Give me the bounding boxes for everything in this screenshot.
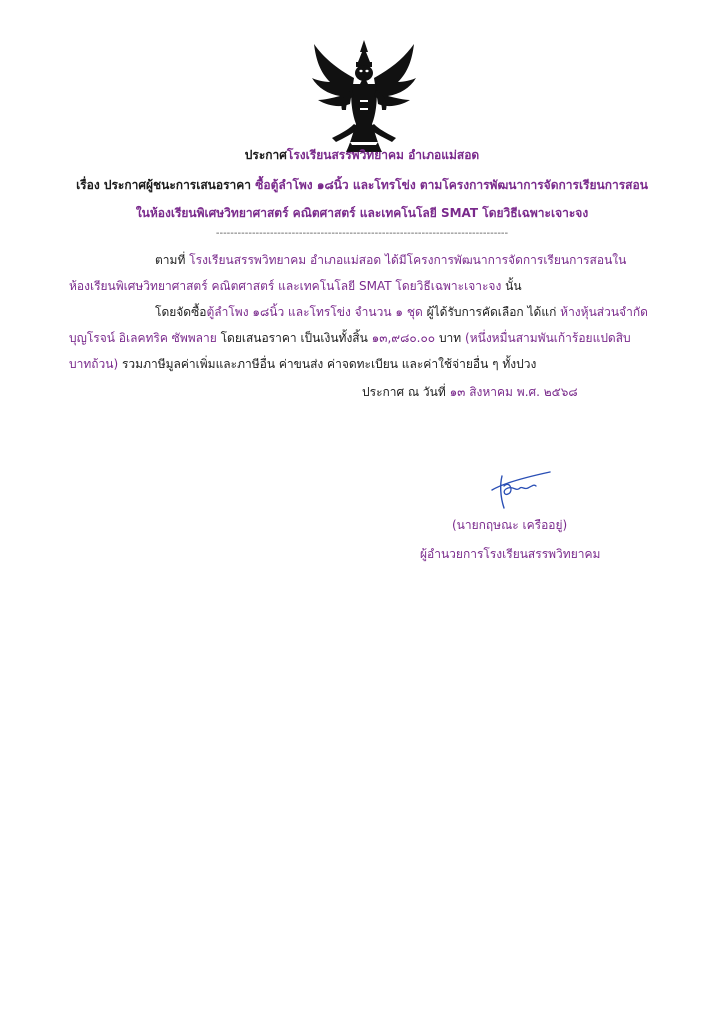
signatory-name: (นายกฤษณะ เครืออยู่) xyxy=(452,518,568,532)
signatory-position: ผู้อำนวยการโรงเรียนสรรพวิทยาคม xyxy=(420,547,601,561)
paragraph-1-line-2 xyxy=(69,277,522,295)
p2-amount: ๑๓,๙๘๐.๐๐ xyxy=(371,331,436,345)
p2-amount-words-a: (หนึ่งหมื่นสามพันเก้าร้อยแปดสิบ xyxy=(465,331,631,345)
p2-baht: บาท xyxy=(435,331,466,345)
p2-intro: โดยจัดซื้อ xyxy=(155,305,207,319)
p2-amount-words-b: บาทถ้วน) xyxy=(69,357,119,371)
p2-company-a: ห้างหุ้นส่วนจำกัด xyxy=(560,305,648,319)
p1-intro: ตามที่ xyxy=(155,253,190,267)
title-prefix: ประกาศ xyxy=(244,148,287,162)
paragraph-2-line-2 xyxy=(69,329,631,347)
p2-offer: โดยเสนอราคา เป็นเงินทั้งสิ้น xyxy=(216,331,372,345)
announce-date: ๑๓ สิงหาคม พ.ศ. ๒๕๖๘ xyxy=(449,385,578,399)
signature-image xyxy=(488,470,558,510)
subject-detail: ซื้อตู้ลำโพง ๑๘นิ้ว และโทรโข่ง ตามโครงการพัฒนาการจัดการเรียนการสอน xyxy=(255,178,648,192)
title-school: โรงเรียนสรรพวิทยาคม อำเภอแม่สอด xyxy=(286,148,480,162)
p1-school: โรงเรียนสรรพวิทยาคม อำเภอแม่สอด ได้มีโครงการพัฒนาการจัดการเรียนการสอนใน xyxy=(189,253,627,267)
subject-line-2: ในห้องเรียนพิเศษวิทยาศาสตร์ คณิตศาสตร์ และเทคโนโลยี SMAT โดยวิธีเฉพาะเจาะจง xyxy=(135,206,589,220)
p2-inclusive: รวมภาษีมูลค่าเพิ่มและภาษีอื่น ค่าขนส่ง ค่าจดทะเบียน และค่าใช้จ่ายอื่น ๆ ทั้งปวง xyxy=(118,357,537,371)
garuda-emblem xyxy=(306,38,422,154)
paragraph-1-line-1 xyxy=(155,251,626,269)
announce-date-line xyxy=(362,383,578,401)
paragraph-2-line-3 xyxy=(69,355,536,373)
paragraph-2-line-1 xyxy=(155,303,648,321)
announcement-title xyxy=(0,146,724,164)
p1-end: นั้น xyxy=(501,279,522,293)
divider: --------------------------------------------------------------------------------- xyxy=(215,228,509,239)
p2-company-b: บุญโรจน์ อิเลคทริค ซัพพลาย xyxy=(69,331,217,345)
announce-label: ประกาศ ณ วันที่ xyxy=(362,385,450,399)
p2-selected: ผู้ได้รับการคัดเลือก ได้แก่ xyxy=(422,305,561,319)
subject-line-1 xyxy=(0,176,724,194)
p2-item: ตู้ลำโพง ๑๘นิ้ว และโทรโข่ง จำนวน ๑ ชุด xyxy=(206,305,423,319)
p1-program: ห้องเรียนพิเศษวิทยาศาสตร์ คณิตศาสตร์ และเทคโนโลยี SMAT โดยวิธีเฉพาะเจาะจง xyxy=(69,279,502,293)
subject-label: เรื่อง ประกาศผู้ชนะการเสนอราคา xyxy=(76,178,256,192)
